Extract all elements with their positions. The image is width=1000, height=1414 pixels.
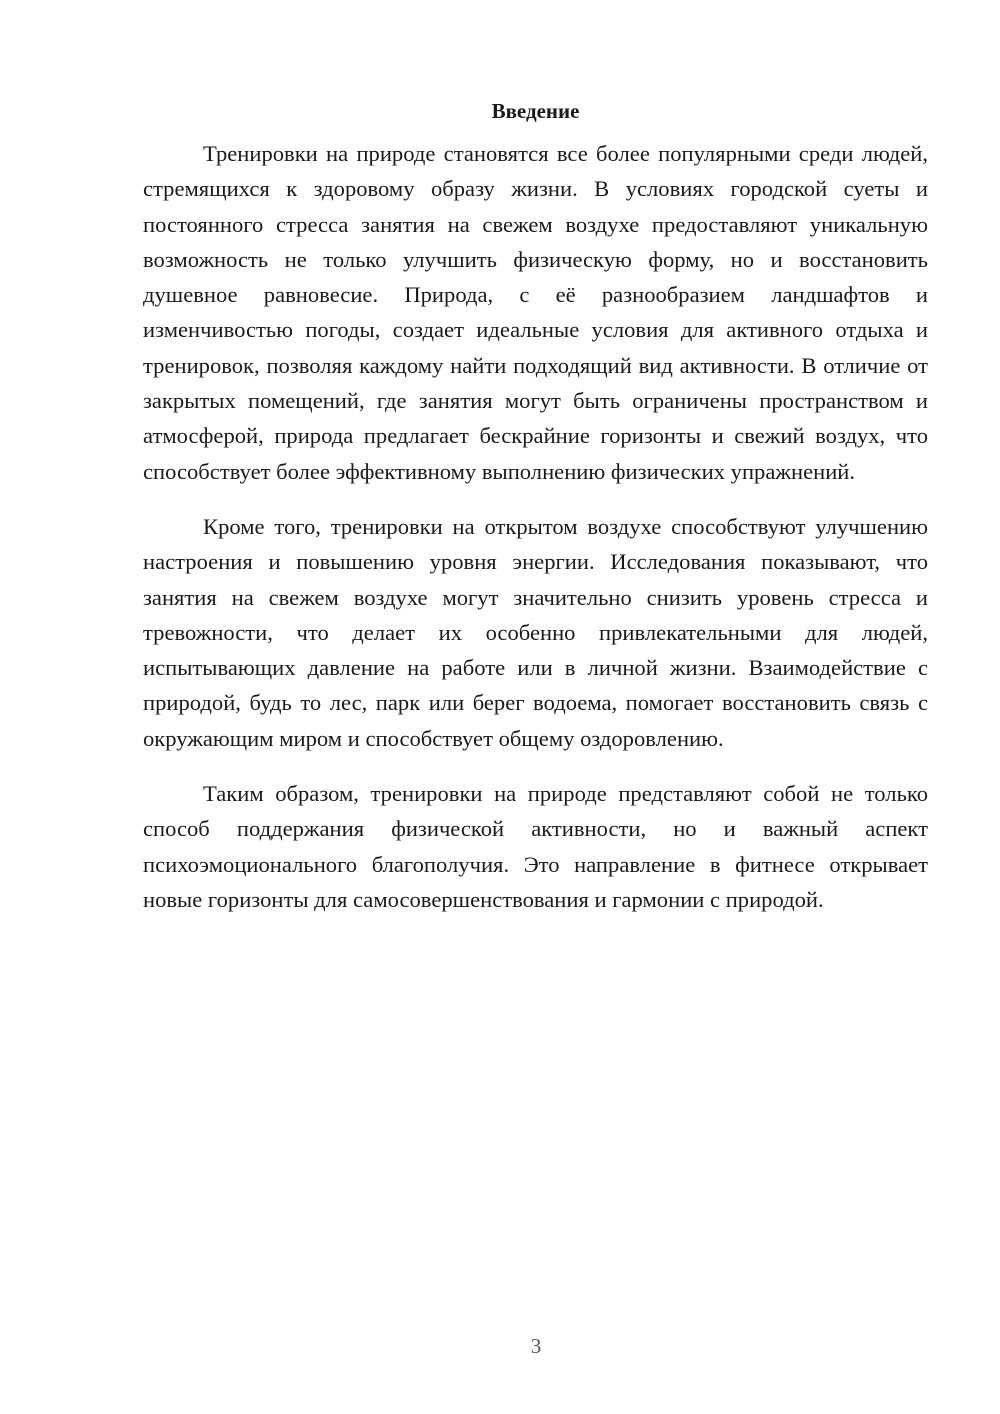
page-number: 3 — [530, 1334, 542, 1358]
paragraph-3: Таким образом, тренировки на природе представляют собой не только способ поддержания физической активности, но и важный аспект психоэмоционального благополучия. Это направление в фитнесе открывает новые горизонты для самосовершенствования и гармонии с природой. — [143, 781, 928, 912]
section-heading: Введение — [491, 99, 580, 123]
page-content — [143, 96, 928, 917]
paragraph-2: Кроме того, тренировки на открытом воздухе способствуют улучшению настроения и повышению уровня энергии. Исследования показывают, что занятия на свежем воздухе могут значительно снизить уровень стресса и тревожности, что делает их особенно привлекательными для людей, испытывающих давление на работе или в личной жизни. Взаимодействие с природой, будь то лес, парк или берег водоема, помогает восстановить связь с окружающим миром и способствует общему оздоровлению. — [143, 513, 928, 751]
paragraph-1: Тренировки на природе становятся все более популярными среди людей, стремящихся к здоровому образу жизни. В условиях городской суеты и постоянного стресса занятия на свежем воздухе предоставляют уникальную возможность не только улучшить физическую форму, но и восстановить душевное равновесие. Природа, с её разнообразием ландшафтов и изменчивостью погоды, создает идеальные условия для активного отдыха и тренировок, позволяя каждому найти подходящий вид активности. В отличие от закрытых помещений, где занятия могут быть ограничены пространством и атмосферой, природа предлагает бескрайние горизонты и свежий воздух, что способствует более эффективному выполнению физических упражнений. — [143, 141, 928, 484]
